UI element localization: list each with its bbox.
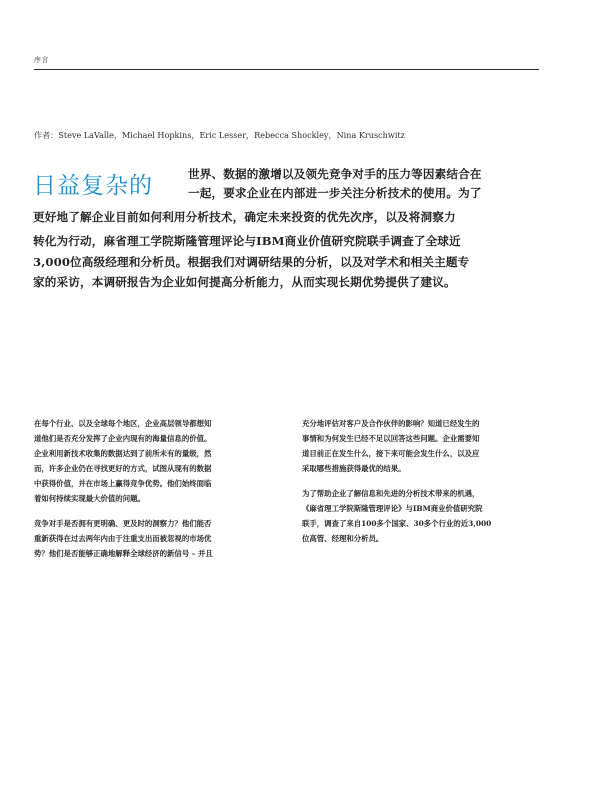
body-line: 而，许多企业仍在寻找更好的方式，试图从现有的数据 [34,464,212,473]
lead-line: 转化为行动，麻省理工学院斯隆管理评论与IBM商业价值研究院联手调查了全球近 [33,234,461,248]
header-rule [34,69,539,70]
body-line: 竞争对手是否拥有更明确、更及时的洞察力？他们能否 [34,519,212,528]
body-line: 势？他们是否能够正确地解释全球经济的新信号 – 并且 [34,549,213,558]
body-paragraph [302,416,540,476]
body-column-left [34,416,278,571]
body-line: 在每个行业、以及全球每个地区，企业高层领导都想知 [34,419,212,428]
body-paragraph [34,416,278,506]
body-line: 道目前正在发生什么，接下来可能会发生什么，以及应 [302,449,480,458]
author-byline: 作者：Steve LaValle，Michael Hopkins，Eric Lesser，Rebecca Shockley，Nina Kruschwitz [34,130,405,140]
lead-line: 3,000位高级经理和分析员。根据我们对调研结果的分析，以及对学术和相关主题专 [33,255,470,269]
body-line: 事情和为何发生已经不足以回答这些问题。企业需要知 [302,434,480,443]
body-line: 为了帮助企业了解信息和先进的分析技术带来的机遇， [302,489,480,498]
body-line: 重新获得在过去两年内由于注重支出而被忽视的市场优 [34,534,212,543]
body-line: 着如何持续实现最大价值的问题。 [34,494,145,503]
lead-line: 一起，要求企业在内部进一步关注分析技术的使用。为了 [188,186,482,200]
body-paragraph [302,486,540,546]
lead-line: 家的采访，本调研报告为企业如何提高分析能力，从而实现长期优势提供了建议。 [33,275,456,289]
body-line: 中获得价值，并在市场上赢得竞争优势。他们始终面临 [34,479,212,488]
lead-line: 更好地了解企业目前如何利用分析技术，确定未来投资的优先次序，以及将洞察力 [33,210,456,224]
section-label: 序言 [34,56,49,64]
lead-line: 世界、数据的激增以及领先竞争对手的压力等因素结合在 [188,167,482,181]
body-line: 道他们是否充分发挥了企业内现有的海量信息的价值。 [34,434,212,443]
body-line: 《麻省理工学院斯隆管理评论》与IBM商业价值研究院 [302,504,483,513]
body-paragraph [34,516,278,561]
body-line: 联手，调查了来自100多个国家、30多个行业的近3,000 [302,519,492,528]
body-column-right [302,416,540,556]
body-line: 采取哪些措施获得最优的结果。 [302,464,406,473]
body-line: 位高管、经理和分析员。 [302,534,384,543]
lead-title: 日益复杂的 [33,173,153,199]
body-line: 企业利用新技术收集的数据达到了前所未有的量级，然 [34,449,212,458]
body-line: 充分地评估对客户及合作伙伴的影响？知道已经发生的 [302,419,480,428]
